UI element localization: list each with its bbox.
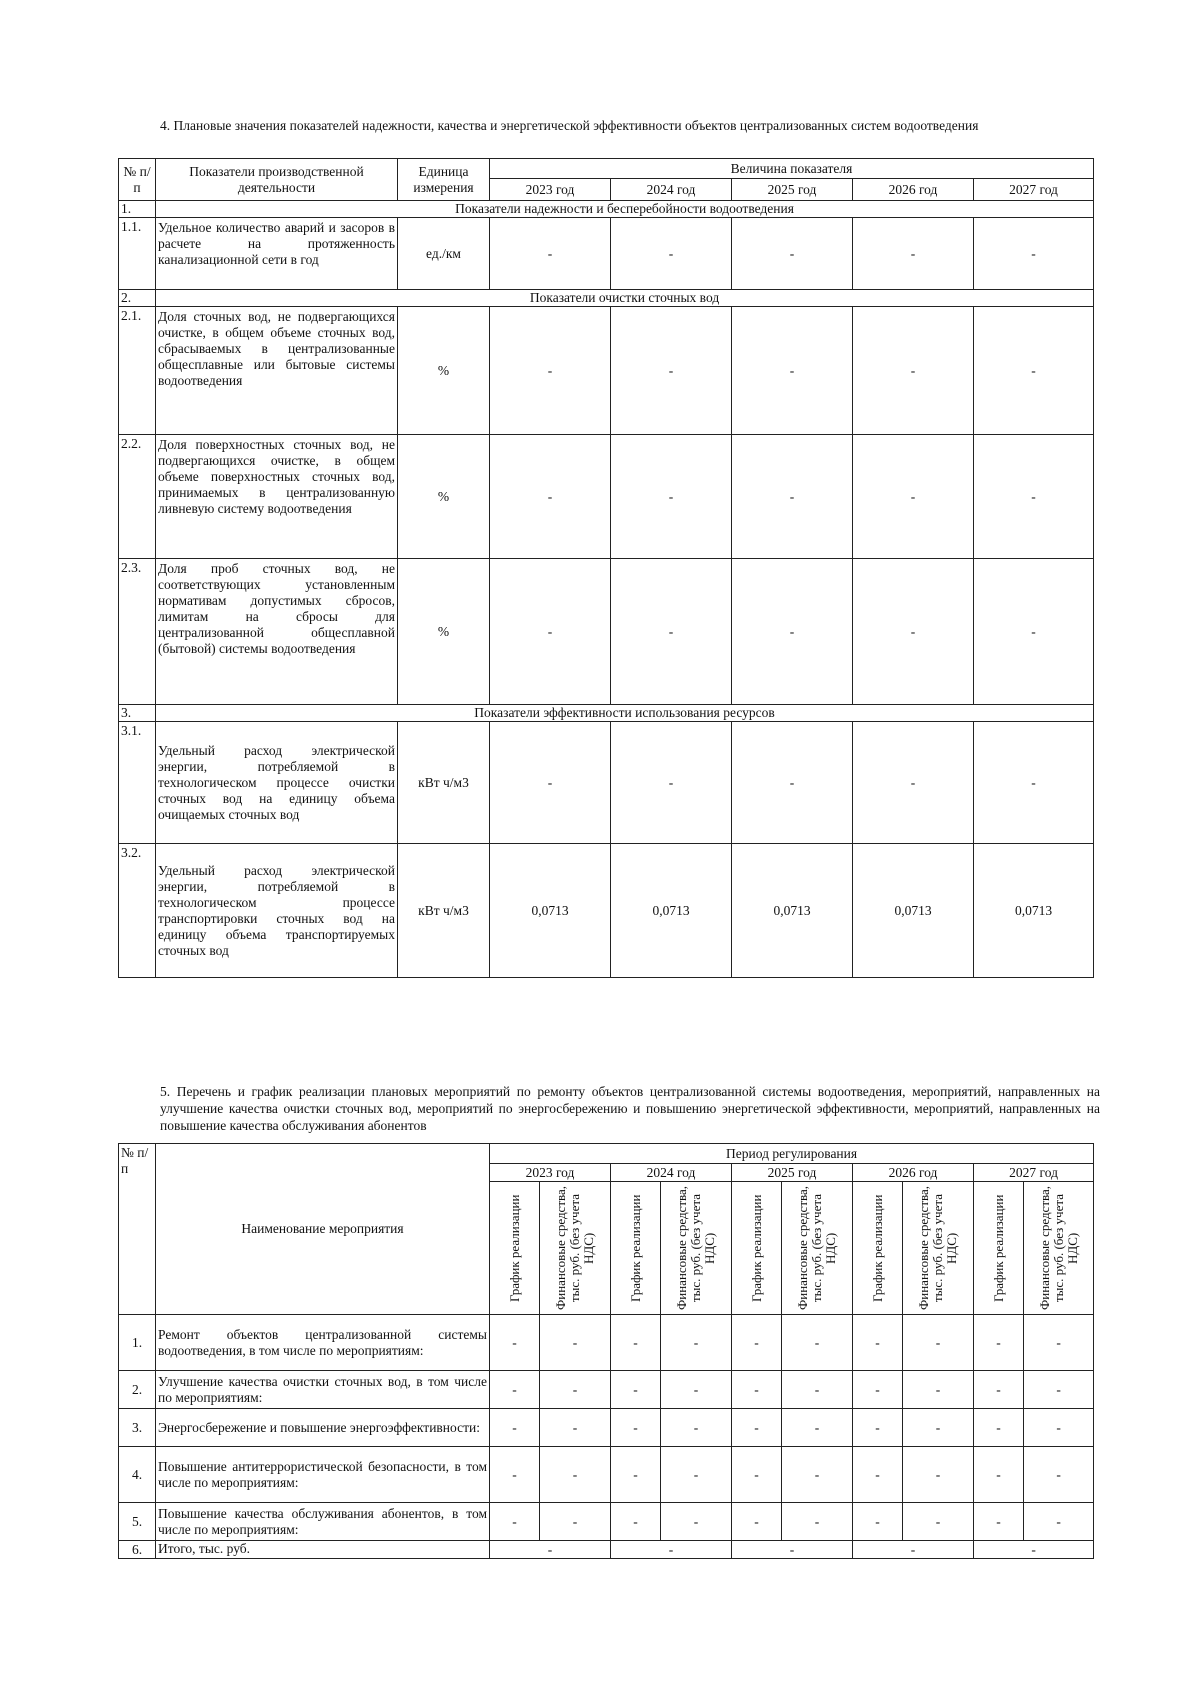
indicator-unit: % [398, 559, 490, 705]
indicator-value: 0,0713 [974, 844, 1094, 978]
measure-value: - [732, 1409, 782, 1447]
header-name: Наименование мероприятия [156, 1144, 490, 1315]
measure-value: - [782, 1447, 853, 1503]
measure-value: - [490, 1447, 540, 1503]
measure-value: - [732, 1371, 782, 1409]
indicator-value: - [732, 218, 853, 290]
indicator-unit: кВт ч/м3 [398, 844, 490, 978]
measure-value: - [1024, 1447, 1094, 1503]
indicator-row [119, 435, 1094, 559]
measure-value: - [782, 1371, 853, 1409]
row-num: 1. [119, 1315, 156, 1371]
header-finance: Финансовые средства, тыс. руб. (без учета НДС) [540, 1182, 611, 1315]
measure-name: Улучшение качества очистки сточных вод, в том числе по мероприятиям: [156, 1371, 490, 1409]
measure-value: - [782, 1409, 853, 1447]
measure-name: Повышение антитеррористической безопасности, в том числе по мероприятиям: [156, 1447, 490, 1503]
indicator-value: - [853, 307, 974, 435]
indicator-value: - [732, 435, 853, 559]
section-4-title: 4. Плановые значения показателей надежности, качества и энергетической эффективности объектов централизованных систем водоотведения [160, 118, 979, 133]
indicator-value: - [611, 435, 732, 559]
header-year: 2024 год [611, 1164, 732, 1182]
measure-value: - [490, 1315, 540, 1371]
header-year: 2027 год [974, 1164, 1094, 1182]
row-num: 4. [119, 1447, 156, 1503]
measure-value: - [490, 1409, 540, 1447]
indicator-name: Удельный расход электрической энергии, потребляемой в технологическом процессе транспортировки сточных вод на единицу объема транспортируемых сточных вод [156, 844, 398, 978]
total-value: - [853, 1541, 974, 1559]
measure-value: - [490, 1503, 540, 1541]
measure-value: - [732, 1447, 782, 1503]
group-title: Показатели очистки сточных вод [156, 290, 1094, 307]
section-5-title: 5. Перечень и график реализации плановых мероприятий по ремонту объектов централизованной системы водоотведения, мероприятий, направленных на улучшение качества очистки сточных вод, мероприятий по энергосбережению и повышению энергетической эффективности, мероприятий, направленных на повышение качества обслуживания абонентов [160, 1084, 1100, 1133]
measure-value: - [1024, 1503, 1094, 1541]
total-value: - [732, 1541, 853, 1559]
measure-value: - [903, 1409, 974, 1447]
measure-value: - [490, 1371, 540, 1409]
row-num: 2.2. [119, 435, 156, 559]
measure-value: - [782, 1503, 853, 1541]
group-title: Показатели эффективности использования ресурсов [156, 705, 1094, 722]
indicator-value: - [974, 218, 1094, 290]
indicator-value: - [974, 307, 1094, 435]
header-year: 2026 год [853, 179, 974, 201]
header-value: Величина показателя [490, 159, 1094, 179]
measure-name: Повышение качества обслуживания абонентов, в том числе по мероприятиям: [156, 1503, 490, 1541]
indicators-table [118, 158, 1094, 978]
header-year: 2027 год [974, 179, 1094, 201]
total-value: - [490, 1541, 611, 1559]
group-num: 2. [119, 290, 156, 307]
measure-value: - [540, 1315, 611, 1371]
indicator-value: - [611, 559, 732, 705]
row-num: 2.1. [119, 307, 156, 435]
indicator-value: 0,0713 [611, 844, 732, 978]
indicator-value: - [853, 435, 974, 559]
indicator-value: - [611, 218, 732, 290]
row-num: 5. [119, 1503, 156, 1541]
measure-value: - [974, 1371, 1024, 1409]
indicator-value: - [490, 559, 611, 705]
header-schedule: График реализации [853, 1182, 903, 1315]
group-row [119, 705, 1094, 722]
total-row [119, 1541, 1094, 1559]
group-title: Показатели надежности и бесперебойности водоотведения [156, 201, 1094, 218]
indicator-value: - [732, 722, 853, 844]
measure-value: - [853, 1503, 903, 1541]
measure-value: - [611, 1447, 661, 1503]
measure-value: - [974, 1503, 1024, 1541]
total-value: - [611, 1541, 732, 1559]
measure-value: - [974, 1315, 1024, 1371]
header-year: 2026 год [853, 1164, 974, 1182]
indicator-value: - [974, 435, 1094, 559]
header-indicator: Показатели производственной деятельности [156, 159, 398, 201]
indicator-name: Доля поверхностных сточных вод, не подвергающихся очистке, в общем объеме поверхностных сточных вод, принимаемых в централизованную ливневую систему водоотведения [156, 435, 398, 559]
indicator-value: - [490, 307, 611, 435]
header-finance: Финансовые средства, тыс. руб. (без учета НДС) [1024, 1182, 1094, 1315]
header-year: 2025 год [732, 179, 853, 201]
header-unit: Единица измерения [398, 159, 490, 201]
header-schedule: График реализации [611, 1182, 661, 1315]
row-num: 2. [119, 1371, 156, 1409]
measure-value: - [611, 1371, 661, 1409]
measure-value: - [661, 1315, 732, 1371]
indicator-value: 0,0713 [732, 844, 853, 978]
measure-row [119, 1503, 1094, 1541]
total-num: 6. [119, 1541, 156, 1559]
measure-value: - [853, 1315, 903, 1371]
measure-value: - [661, 1447, 732, 1503]
indicator-value: - [732, 307, 853, 435]
indicator-value: - [611, 307, 732, 435]
indicator-unit: % [398, 307, 490, 435]
header-finance: Финансовые средства, тыс. руб. (без учета НДС) [903, 1182, 974, 1315]
header-finance: Финансовые средства, тыс. руб. (без учета НДС) [661, 1182, 732, 1315]
header-year: 2023 год [490, 179, 611, 201]
indicator-name: Удельный расход электрической энергии, потребляемой в технологическом процессе очистки сточных вод на единицу объема очищаемых сточных вод [156, 722, 398, 844]
measure-row [119, 1371, 1094, 1409]
measure-value: - [782, 1315, 853, 1371]
measure-value: - [661, 1503, 732, 1541]
measure-value: - [853, 1447, 903, 1503]
measure-value: - [661, 1409, 732, 1447]
measure-value: - [540, 1371, 611, 1409]
measure-value: - [903, 1503, 974, 1541]
header-year: 2025 год [732, 1164, 853, 1182]
measure-row [119, 1315, 1094, 1371]
indicator-value: - [974, 722, 1094, 844]
indicator-value: - [490, 722, 611, 844]
indicator-value: - [732, 559, 853, 705]
measure-value: - [611, 1315, 661, 1371]
measure-value: - [540, 1409, 611, 1447]
measure-value: - [732, 1503, 782, 1541]
header-year: 2023 год [490, 1164, 611, 1182]
header-num: № п/п [119, 1144, 156, 1315]
measure-name: Энергосбережение и повышение энергоэффективности: [156, 1409, 490, 1447]
measure-value: - [611, 1503, 661, 1541]
indicator-unit: кВт ч/м3 [398, 722, 490, 844]
measure-value: - [661, 1371, 732, 1409]
header-num: № п/п [119, 159, 156, 201]
indicator-value: 0,0713 [490, 844, 611, 978]
row-num: 2.3. [119, 559, 156, 705]
measure-value: - [903, 1315, 974, 1371]
header-schedule: График реализации [732, 1182, 782, 1315]
measure-value: - [974, 1447, 1024, 1503]
indicator-name: Доля проб сточных вод, не соответствующих установленным нормативам допустимых сбросов, лимитам на сбросы для централизованной общесплавной (бытовой) системы водоотведения [156, 559, 398, 705]
indicator-name: Удельное количество аварий и засоров в расчете на протяженность канализационной сети в год [156, 218, 398, 290]
measure-value: - [611, 1409, 661, 1447]
header-finance: Финансовые средства, тыс. руб. (без учета НДС) [782, 1182, 853, 1315]
row-num: 3.2. [119, 844, 156, 978]
indicator-value: - [853, 559, 974, 705]
header-schedule: График реализации [490, 1182, 540, 1315]
measure-value: - [903, 1371, 974, 1409]
measure-value: - [1024, 1371, 1094, 1409]
indicator-value: - [853, 722, 974, 844]
indicator-row [119, 307, 1094, 435]
indicator-unit: ед./км [398, 218, 490, 290]
measure-value: - [1024, 1409, 1094, 1447]
measure-value: - [540, 1503, 611, 1541]
indicator-value: - [853, 218, 974, 290]
measure-value: - [1024, 1315, 1094, 1371]
measure-value: - [853, 1409, 903, 1447]
measure-row [119, 1409, 1094, 1447]
indicator-row [119, 722, 1094, 844]
measure-value: - [540, 1447, 611, 1503]
indicator-value: - [974, 559, 1094, 705]
header-period: Период регулирования [490, 1144, 1094, 1164]
measure-value: - [974, 1409, 1024, 1447]
indicator-row [119, 218, 1094, 290]
row-num: 3. [119, 1409, 156, 1447]
header-schedule: График реализации [974, 1182, 1024, 1315]
row-num: 1.1. [119, 218, 156, 290]
indicator-row [119, 844, 1094, 978]
measure-value: - [853, 1371, 903, 1409]
measures-table [118, 1143, 1094, 1559]
measure-value: - [732, 1315, 782, 1371]
measure-value: - [903, 1447, 974, 1503]
group-num: 3. [119, 705, 156, 722]
group-row [119, 201, 1094, 218]
indicator-name: Доля сточных вод, не подвергающихся очистке, в общем объеме сточных вод, сбрасываемых в централизованные общесплавные или бытовые системы водоотведения [156, 307, 398, 435]
group-num: 1. [119, 201, 156, 218]
indicator-value: - [490, 218, 611, 290]
row-num: 3.1. [119, 722, 156, 844]
indicator-value: - [611, 722, 732, 844]
indicator-value: - [490, 435, 611, 559]
indicator-row [119, 559, 1094, 705]
group-row [119, 290, 1094, 307]
measure-row [119, 1447, 1094, 1503]
total-name: Итого, тыс. руб. [156, 1541, 490, 1559]
header-year: 2024 год [611, 179, 732, 201]
total-value: - [974, 1541, 1094, 1559]
indicator-unit: % [398, 435, 490, 559]
measure-name: Ремонт объектов централизованной системы водоотведения, в том числе по мероприятиям: [156, 1315, 490, 1371]
indicator-value: 0,0713 [853, 844, 974, 978]
